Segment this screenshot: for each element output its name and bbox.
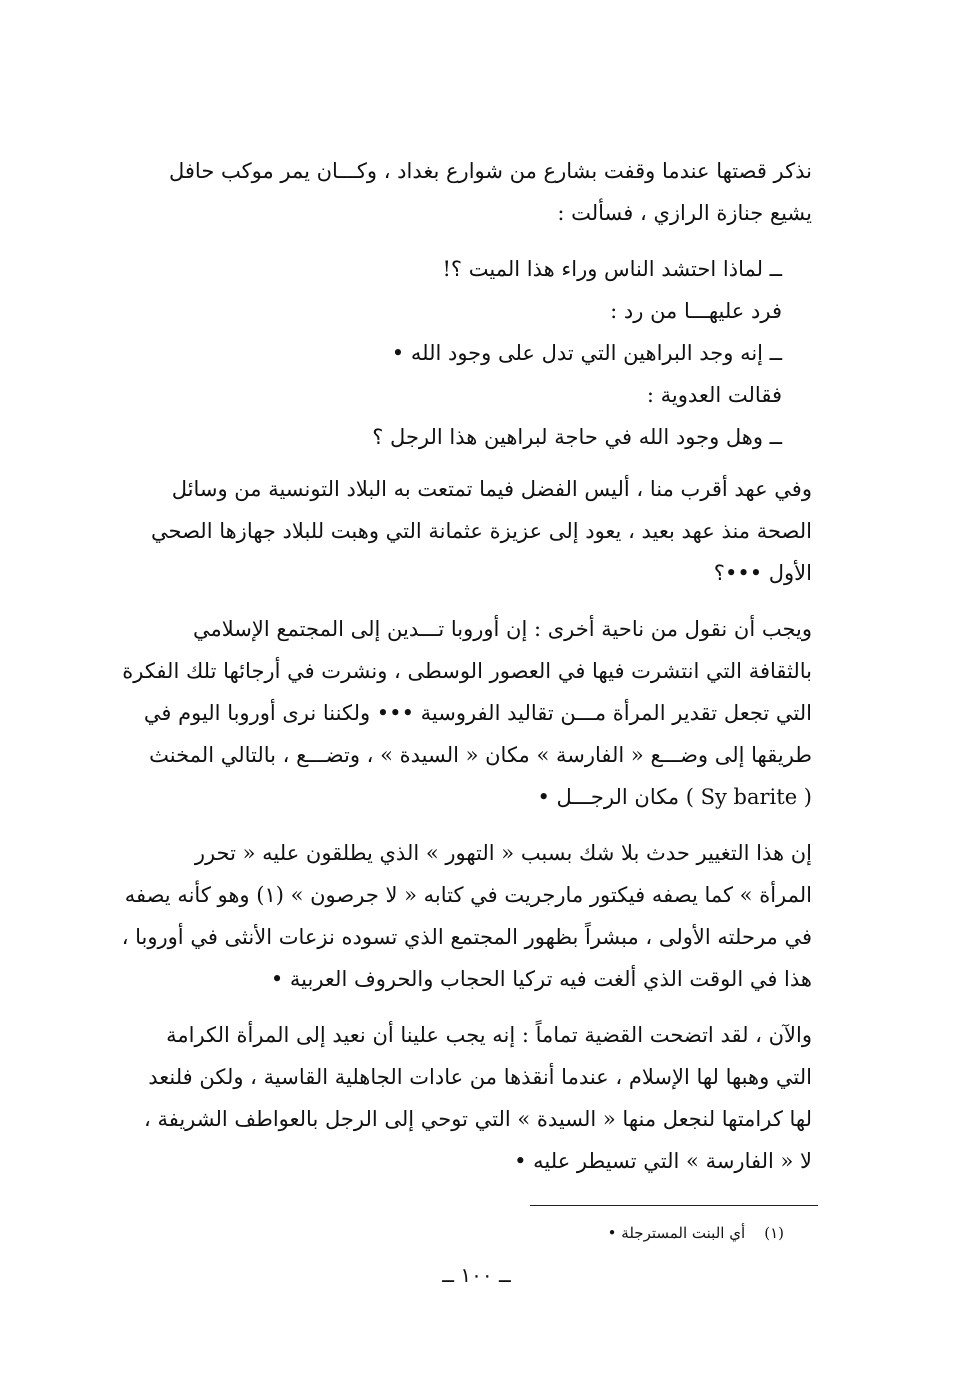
text-line: نذكر قصتها عندما وقفت بشارع من شوارع بغداد ، وكـــان يمر موكب حافل	[168, 159, 812, 183]
text-line: وفي عهد أقرب منا ، أليس الفضل فيما تمتعت به البلاد التونسية من وسائل	[171, 477, 812, 501]
text-line: التي تجعل تقدير المرأة مـــن تقاليد الفروسية ••• ولكننا نرى أوروبا اليوم في	[143, 701, 812, 725]
footnote-text: أي البنت المسترجلة •	[607, 1224, 746, 1242]
text-line: لا « الفارسة » التي تسيطر عليه •	[514, 1149, 812, 1173]
text-line: ( Sy barite ) مكان الرجـــل •	[537, 785, 812, 809]
paragraph-europe	[100, 608, 812, 818]
text-line: إن هذا التغيير حدث بلا شك بسبب « التهور » الذي يطلقون عليه « تحرر	[194, 841, 812, 865]
dialog-line: ــ إنه وجد البراهين التي تدل على وجود الله •	[391, 341, 782, 365]
dialog-line: فرد عليهـــا من رد :	[610, 299, 782, 323]
dialog-block	[100, 248, 812, 458]
dialog-line: ــ وهل وجود الله في حاجة لبراهين هذا الرجل ؟	[372, 425, 782, 449]
text-line: التي وهبها لها الإسلام ، عندما أنقذها من عادات الجاهلية القاسية ، ولكن فلنعد	[148, 1065, 812, 1089]
footnote-divider	[530, 1205, 818, 1206]
text-line: الأول •••؟	[713, 561, 812, 585]
text-line: هذا في الوقت الذي ألغت فيه تركيا الحجاب والحروف العربية •	[270, 967, 812, 991]
text-line: المرأة » كما يصفه فيكتور مارجريت في كتابه « لا جرصون » (١) وهو كأنه يصفه	[124, 883, 812, 907]
text-line: طريقها إلى وضـــع « الفارسة » مكان « السيدة » ، وتضـــع ، بالتالي المخنث	[149, 743, 812, 767]
paragraph-tunisia	[100, 468, 812, 594]
paragraph-conclusion	[100, 1014, 812, 1182]
text-line: ويجب أن نقول من ناحية أخرى : إن أوروبا تـــدين إلى المجتمع الإسلامي	[193, 617, 812, 641]
text-line: بالثقافة التي انتشرت فيها في العصور الوسطى ، ونشرت في أرجائها تلك الفكرة	[122, 659, 812, 683]
text-line: لها كرامتها لنجعل منها « السيدة » التي توحي إلى الرجل بالعواطف الشريفة ،	[143, 1107, 812, 1131]
paragraph-intro	[100, 150, 812, 234]
text-line: يشيع جنازة الرازي ، فسألت :	[557, 201, 812, 225]
dialog-line: فقالت العدوية :	[646, 383, 782, 407]
paragraph-change	[100, 832, 812, 1000]
text-line: والآن ، لقد اتضحت القضية تماماً : إنه يجب علينا أن نعيد إلى المرأة الكرامة	[166, 1023, 812, 1047]
page-number: ــ ١٠٠ ــ	[442, 1263, 511, 1287]
dialog-line: ــ لماذا احتشد الناس وراء هذا الميت ؟!	[442, 257, 782, 281]
footnote-marker: (١)	[764, 1224, 784, 1242]
footnote	[420, 1222, 784, 1244]
text-line: في مرحلته الأولى ، مبشراً بظهور المجتمع الذي تسوده نزعات الأنثى في أوروبا ،	[121, 925, 812, 949]
text-line: الصحة منذ عهد بعيد ، يعود إلى عزيزة عثمانة التي وهبت للبلاد جهازها الصحي	[151, 519, 812, 543]
page-body	[100, 150, 812, 1196]
